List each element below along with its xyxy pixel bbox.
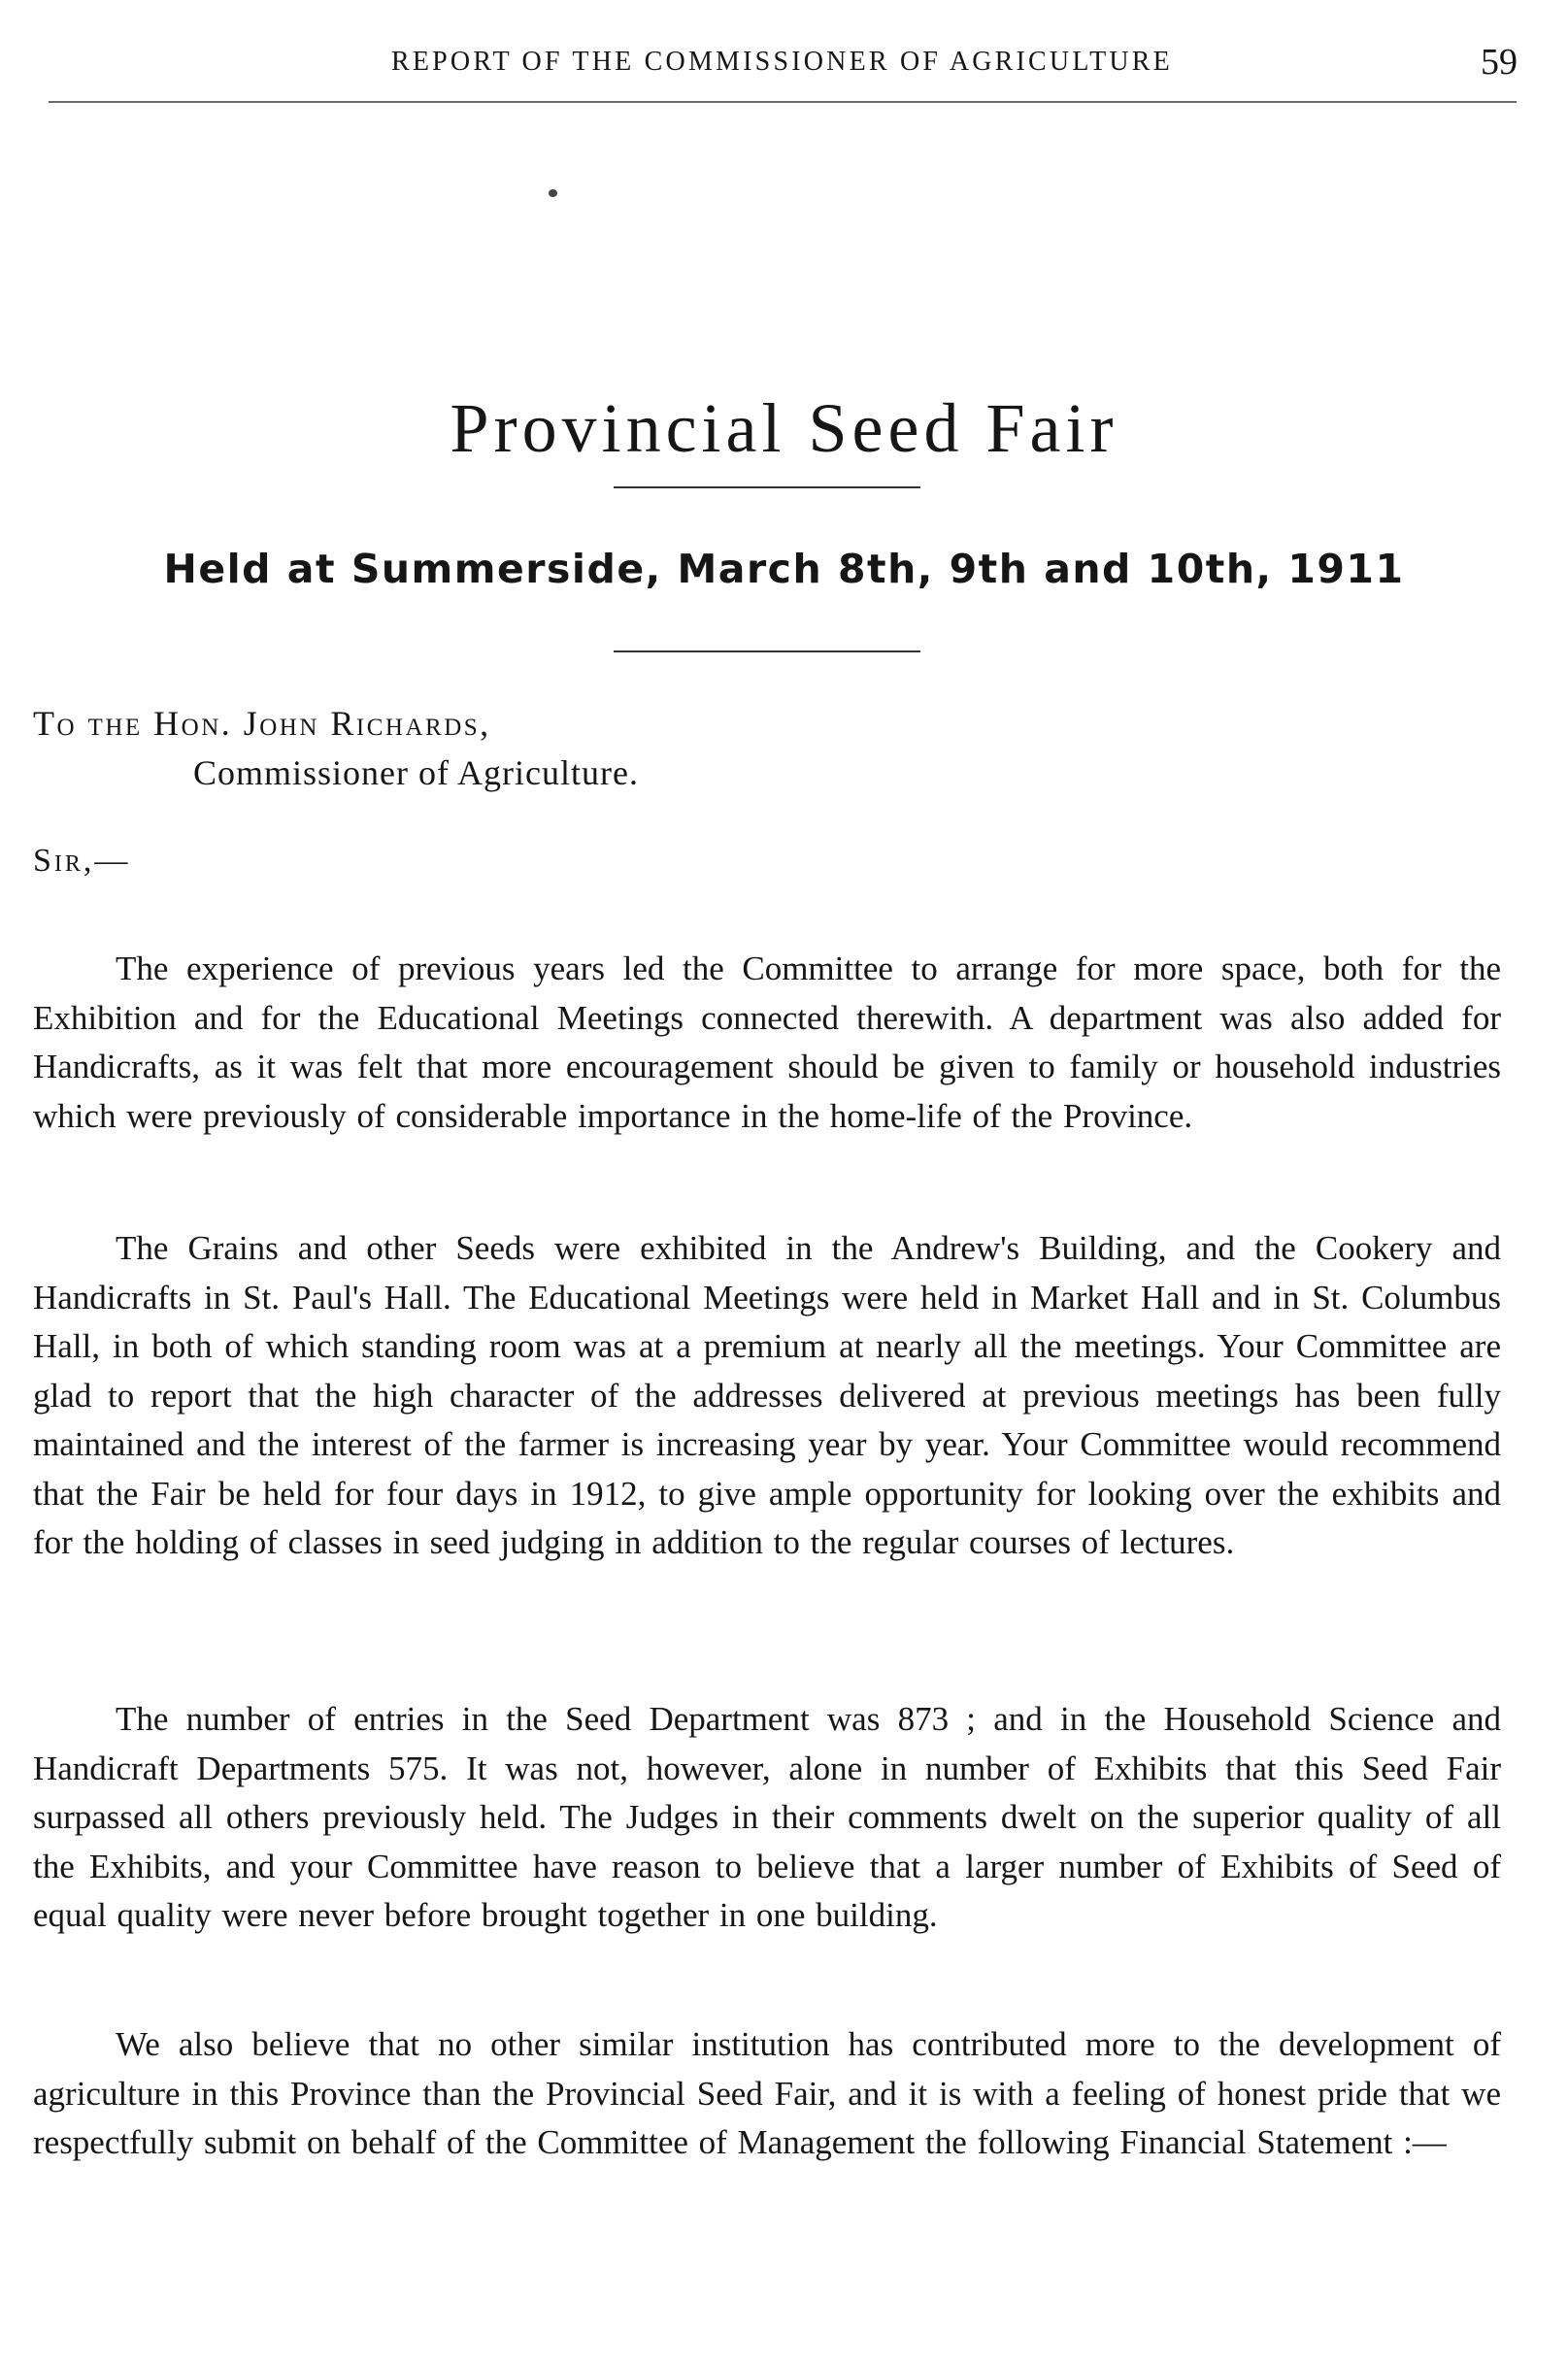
body-paragraph: The experience of previous years led the Committee to arrange for more space, both for the Exhibition and for the Educational Meetings connected therewith. A department was also added for Handicrafts, as it was felt that more encouragement should be given to family or household industries which were previously of considerable importance in the home-life of the Province. <box>33 950 1501 1135</box>
body-paragraph: The Grains and other Seeds were exhibited in the Andrew's Building, and the Cookery and Handicrafts in St. Paul's Hall. The Educational Meetings were held in Market Hall and in St. Columbus Hall, in both of which standing room was at a premium at nearly all the meetings. Your Committee are glad to report that the high character of the addresses delivered at previous meetings has been fully maintained and the interest of the farmer is increasing year by year. Your Committee would recommend that the Fair be held for four days in 1912, to give ample opportunity for looking over the exhibits and for the holding of classes in seed judging in addition to the regular courses of lectures. <box>33 1229 1501 1561</box>
body-paragraph: We also believe that no other similar institution has contributed more to the development of agriculture in this Province than the Provincial Seed Fair, and it is with a feeling of honest pride that we respectfully submit on behalf of the Committee of Management the following Financial Statement :— <box>33 2025 1501 2161</box>
addressee-name: To the Hon. John Richards, <box>33 704 491 743</box>
addressee-title: Commissioner of Agriculture. <box>193 753 639 792</box>
title-rule <box>614 486 920 488</box>
running-title: REPORT OF THE COMMISSIONER OF AGRICULTURE <box>390 47 1173 77</box>
event-subtitle: Held at Summerside, March 8th, 9th and 10th, 1911 <box>163 546 1405 592</box>
salutation: Sir,— <box>33 843 131 879</box>
page-number: 59 <box>1481 42 1518 83</box>
addressee-block <box>33 699 639 798</box>
running-head <box>47 37 1518 95</box>
subtitle-rule <box>614 650 920 652</box>
body-paragraph: The number of entries in the Seed Department was 873 ; and in the Household Science and Handicraft Departments 575. It was not, however, alone in number of Exhibits that this Seed Fair surpassed all others previously held. The Judges in their comments dwelt on the superior quality of all the Exhibits, and your Committee have reason to believe that a larger number of Exhibits of Seed of equal quality were never before brought together in one building. <box>33 1700 1501 1934</box>
page-title: Provincial Seed Fair <box>450 389 1118 468</box>
header-rule <box>49 101 1517 103</box>
print-speck <box>549 189 557 197</box>
